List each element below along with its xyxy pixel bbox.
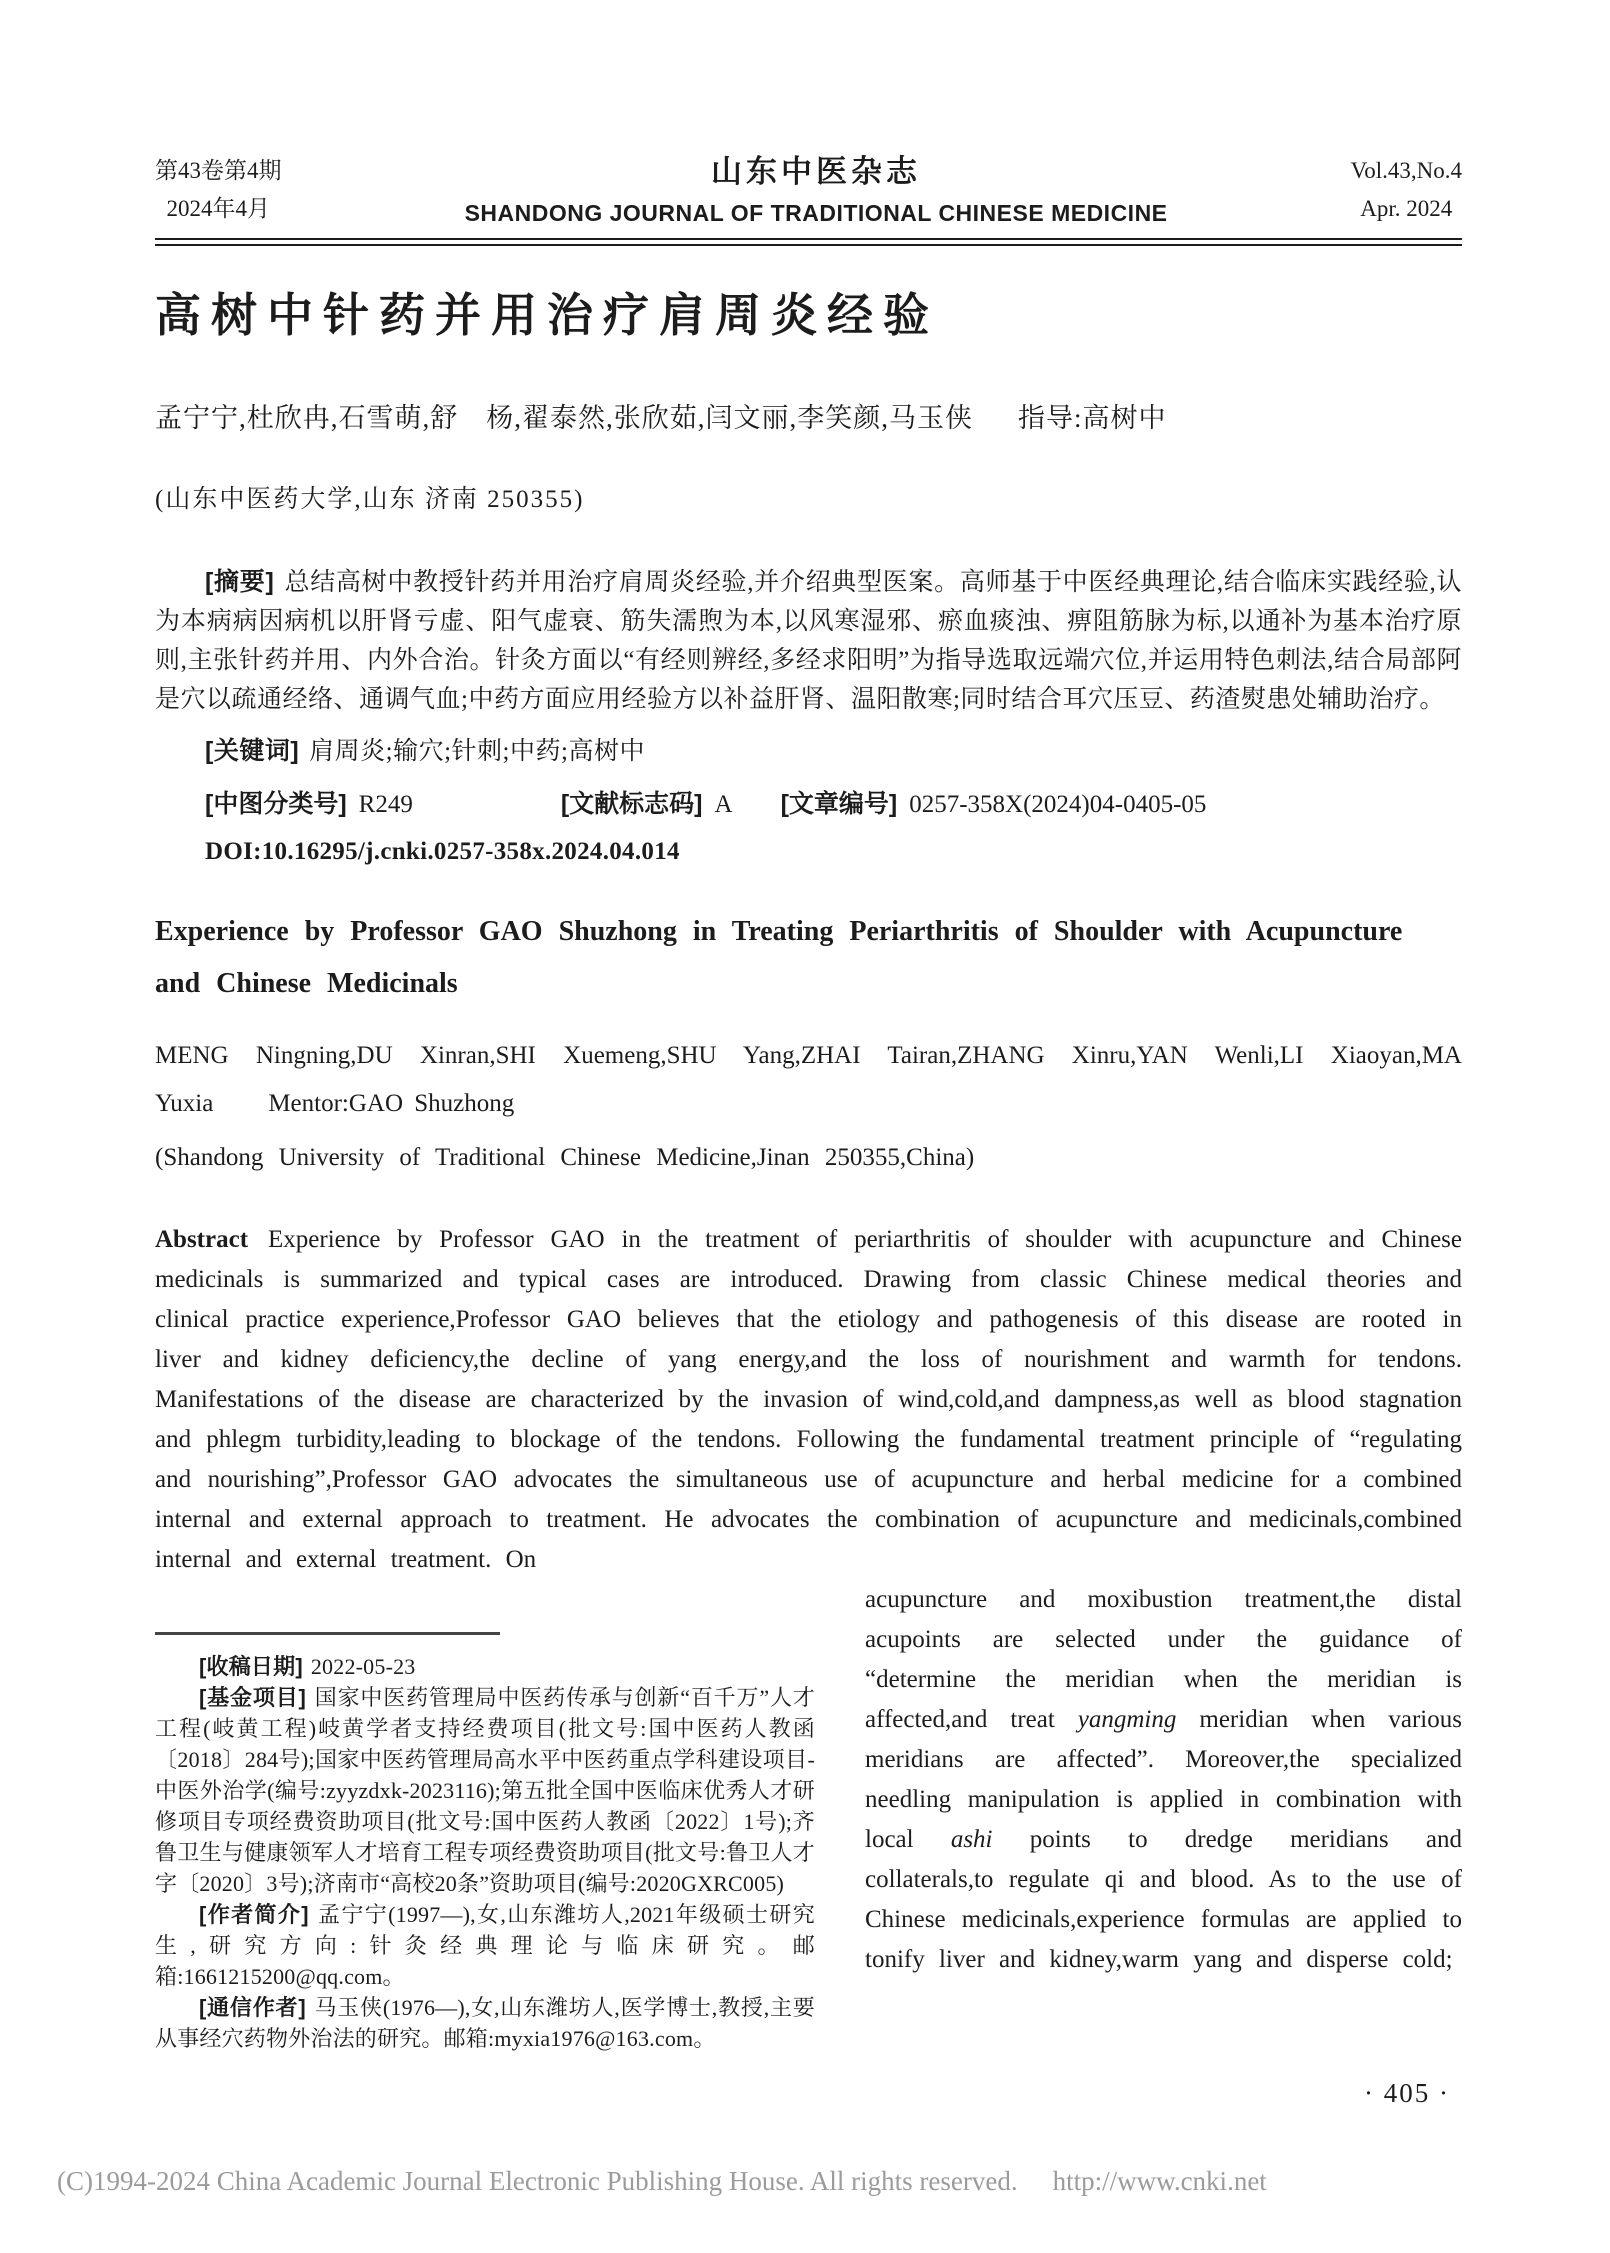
doc-code-label: [文献标志码] bbox=[560, 790, 703, 818]
abstract-en-seg4: points to dredge meridians and collaterals,to regulate qi and blood. As to the use of Chinese medicinals,experience formulas are applied to tonify liver and kidney,warm yang and disperse cold; bbox=[865, 1826, 1462, 1973]
keywords-label: [关键词] bbox=[205, 737, 300, 765]
footer-url: http://www.cnki.net bbox=[1052, 2166, 1267, 2196]
abstract-cn-label: [摘要] bbox=[205, 568, 275, 596]
issue-date-cn: 2024年4月 bbox=[166, 196, 270, 221]
abstract-en-ashi-italic: ashi bbox=[950, 1826, 993, 1853]
footnote-corresponding bbox=[155, 1992, 815, 2054]
authors-en: MENG Ningning,DU Xinran,SHI Xuemeng,SHU Yang,ZHAI Tairan,ZHANG Xinru,YAN Wenli,LI Xiaoyan,MA Yuxia bbox=[155, 1042, 1462, 1117]
author-bio-text: 孟宁宁(1997—),女,山东潍坊人,2021年级硕士研究生,研究方向:针灸经典理论与临床研究。邮箱:1661215200@qq.com。 bbox=[155, 1902, 815, 1989]
volume-issue-cn: 第43卷第4期 bbox=[155, 158, 282, 183]
footer-copyright: (C)1994-2024 China Academic Journal Electronic Publishing House. All rights reserved. bbox=[57, 2166, 1018, 2196]
affiliation-cn: (山东中医药大学,山东 济南 250355) bbox=[155, 486, 585, 513]
abstract-en-continuation bbox=[865, 1580, 1462, 1980]
two-column-zone bbox=[155, 1580, 1462, 2054]
doc-code-group bbox=[561, 791, 733, 818]
affiliation-en: (Shandong University of Traditional Chinese Medicine,Jinan 250355,China) bbox=[155, 1144, 975, 1171]
doc-code-value: A bbox=[714, 791, 733, 818]
volume-issue-en: Vol.43,No.4 bbox=[1350, 158, 1462, 183]
journal-header bbox=[155, 0, 1462, 228]
article-id-label: [文章编号] bbox=[780, 790, 898, 818]
author-bio-label: [作者简介] bbox=[199, 1902, 309, 1927]
journal-name-cn: 山东中医杂志 bbox=[711, 153, 922, 189]
issue-date-en: Apr. 2024 bbox=[1360, 196, 1453, 221]
abstract-en-seg2: meridian when various meridians are affected”. Moreover,the specialized needling manipulation is applied in combination with local bbox=[865, 1706, 1462, 1853]
abstract-en-label: Abstract bbox=[155, 1226, 249, 1253]
abstract-en-seg0: acupuncture and moxibustion treatment,the distal acupoints are selected under the guidance of “determine the meridian when the meridian is affected,and treat bbox=[865, 1586, 1462, 1733]
article-id-value: 0257-358X(2024)04-0405-05 bbox=[909, 791, 1207, 818]
article-title-en: Experience by Professor GAO Shuzhong in Treating Periarthritis of Shoulder with Acupuncture and Chinese Medicinals bbox=[155, 916, 1403, 999]
received-label: [收稿日期] bbox=[199, 1654, 303, 1679]
clc-label: [中图分类号] bbox=[205, 790, 347, 818]
authors-cn: 孟宁宁,杜欣冉,石雪萌,舒 杨,翟泰然,张欣茹,闫文丽,李笑颜,马玉侠 bbox=[155, 403, 973, 433]
abstract-en-paragraph bbox=[155, 1220, 1462, 1580]
header-double-rule bbox=[155, 238, 1462, 246]
keywords-line bbox=[155, 731, 1462, 767]
corresponding-text: 马玉侠(1976—),女,山东潍坊人,医学博士,教授,主要从事经穴药物外治法的研究。邮箱:myxia1976@163.com。 bbox=[155, 1995, 815, 2051]
doi-line: DOI:10.16295/j.cnki.0257-358x.2024.04.014 bbox=[205, 838, 680, 865]
footnote-fund bbox=[155, 1682, 815, 1899]
footnote-received bbox=[155, 1651, 815, 1682]
corresponding-label: [通信作者] bbox=[199, 1995, 306, 2020]
mentor-cn: 指导:高树中 bbox=[1018, 403, 1167, 433]
fund-text: 国家中医药管理局中医药传承与创新“百千万”人才工程(岐黄工程)岐黄学者支持经费项目(批文号:国中医药人教函〔2018〕284号);国家中医药管理局高水平中医药重点学科建设项目-中医外治学(编号:zyyzdxk-2023116);第五批全国中医临床优秀人才研修项目专项经费资助项目(批文号:国中医药人教函〔2022〕1号);齐鲁卫生与健康领军人才培育工程专项经费资助项目(批文号:鲁卫人才字〔2020〕3号);济南市“高校20条”资助项目(编号:2020GXRC005) bbox=[155, 1685, 815, 1896]
abstract-cn-paragraph bbox=[155, 563, 1462, 719]
header-center-block bbox=[282, 154, 1351, 227]
header-right-block bbox=[1351, 152, 1462, 228]
clc-value: R249 bbox=[358, 791, 413, 818]
authors-line-cn bbox=[155, 396, 1462, 435]
cnki-footer bbox=[57, 2166, 1267, 2197]
clc-group bbox=[205, 791, 413, 818]
abstract-cn-text: 总结高树中教授针药并用治疗肩周炎经验,并介绍典型医案。高师基于中医经典理论,结合临床实践经验,认为本病病因病机以肝肾亏虚、阳气虚衰、筋失濡煦为本,以风寒湿邪、瘀血痰浊、痹阻筋脉为标,以通补为基本治疗原则,主张针药并用、内外合治。针灸方面以“有经则辨经,多经求阳明”为指导选取远端穴位,并运用特色刺法,结合局部阿是穴以疏通经络、通调气血;中药方面应用经验方以补益肝肾、温阳散寒;同时结合耳穴压豆、药渣熨患处辅助治疗。 bbox=[155, 569, 1462, 713]
article-id-group bbox=[781, 791, 1207, 818]
abstract-en-yangming-italic: yangming bbox=[1077, 1706, 1177, 1733]
footnote-author-bio bbox=[155, 1899, 815, 1992]
footnote-separator-rule bbox=[155, 1632, 500, 1635]
keywords-text: 肩周炎;输穴;针刺;中药;高树中 bbox=[309, 738, 645, 765]
received-date: 2022-05-23 bbox=[310, 1654, 416, 1679]
authors-line-en bbox=[155, 1032, 1462, 1128]
footnote-block bbox=[155, 1580, 815, 2054]
journal-name-en: SHANDONG JOURNAL OF TRADITIONAL CHINESE MEDICINE bbox=[464, 199, 1168, 226]
classification-line bbox=[155, 784, 1462, 820]
article-title-cn: 高树中针药并用治疗肩周炎经验 bbox=[155, 289, 939, 341]
header-left-block bbox=[155, 152, 282, 228]
page-number: · 405 · bbox=[1364, 2078, 1450, 2108]
abstract-en-part1: Experience by Professor GAO in the treatment of periarthritis of shoulder with acupuncture and Chinese medicinals is summarized and typical cases are introduced. Drawing from classic Chinese medical theories and clinical practice experience,Professor GAO believes that the etiology and pathogenesis of this disease are rooted in liver and kidney deficiency,the decline of yang energy,and the loss of nourishment and warmth for tendons. Manifestations of the disease are characterized by the invasion of wind,cold,and dampness,as well as blood stagnation and phlegm turbidity,leading to blockage of the tendons. Following the fundamental treatment principle of “regulating and nourishing”,Professor GAO advocates the simultaneous use of acupuncture and herbal medicine for a combined internal and external approach to treatment. He advocates the combination of acupuncture and medicinals,combined internal and external treatment. On bbox=[155, 1226, 1462, 1573]
fund-label: [基金项目] bbox=[199, 1685, 307, 1710]
mentor-en: Mentor:GAO Shuzhong bbox=[268, 1090, 515, 1117]
